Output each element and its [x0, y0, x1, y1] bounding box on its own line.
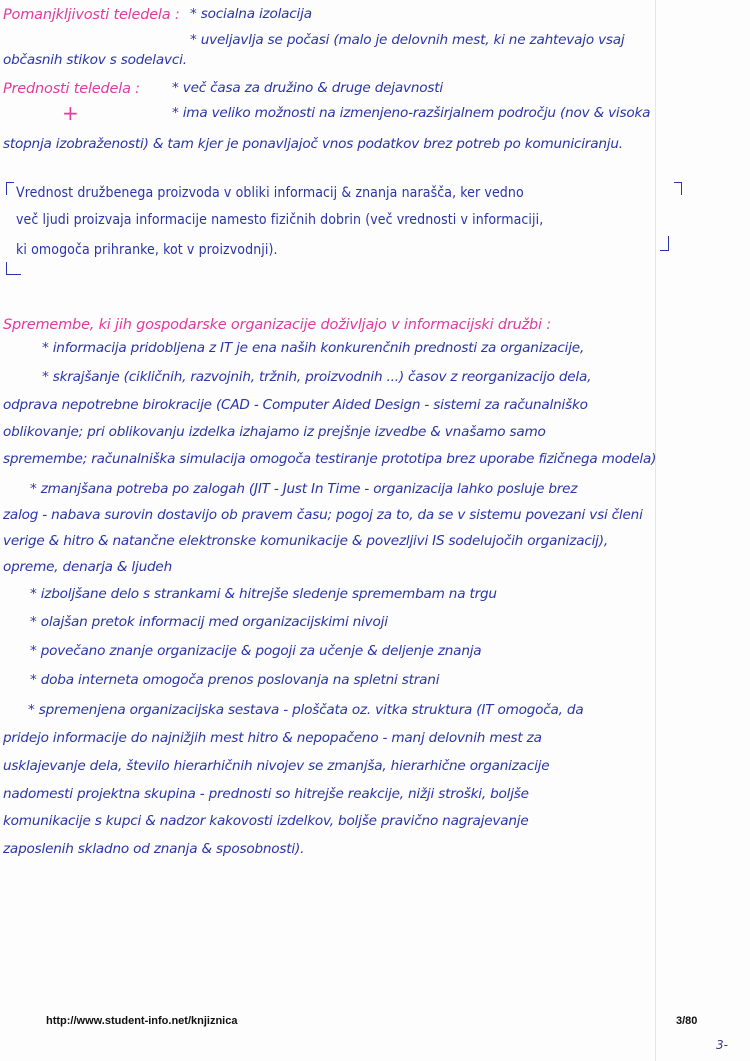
changes-line: * olajšan pretok informacij med organizacijskimi nivoji	[30, 614, 388, 630]
advantages-line-1: * več časa za družino & druge dejavnosti	[172, 80, 443, 96]
changes-line: verige & hitro & natančne elektronske komunikacije & povezljivi IS sodelujočih organizacij),	[3, 533, 608, 549]
changes-line: odprava nepotrebne birokracije (CAD - Computer Aided Design - sistemi za računalniško	[3, 397, 588, 413]
bracket-bottom-left	[6, 262, 21, 275]
disadvantages-line-3: občasnih stikov s sodelavci.	[3, 52, 187, 68]
changes-line: pridejo informacije do najnižjih mest hitro & nepopačeno - manj delovnih mest za	[3, 730, 542, 746]
changes-line: zalog - nabava surovin dostavijo ob pravem času; pogoj za to, da se v sistemu povezani vsi členi	[3, 507, 643, 523]
disadvantages-heading: Pomanjkljivosti teledela :	[3, 7, 180, 23]
box-line-3: ki omogoča prihranke, kot v proizvodnji).	[16, 242, 278, 258]
changes-line: * doba interneta omogoča prenos poslovanja na spletni strani	[30, 672, 440, 688]
changes-line: usklajevanje dela, število hierarhičnih nivojev se zmanjša, hierarhične organizacije	[3, 758, 550, 774]
footer-url: http://www.student-info.net/knjiznica	[46, 1015, 238, 1027]
changes-heading: Spremembe, ki jih gospodarske organizacije doživljajo v informacijski družbi :	[3, 317, 551, 333]
changes-line: * informacija pridobljena z IT je ena naših konkurenčnih prednosti za organizacije,	[42, 340, 585, 356]
changes-line: spremembe; računalniška simulacija omogoča testiranje prototipa brez uporabe fizičnega modela)	[3, 451, 657, 467]
bracket-bottom-right	[660, 236, 669, 251]
changes-line: * zmanjšana potreba po zalogah (JIT - Just In Time - organizacija lahko posluje brez	[30, 481, 578, 497]
changes-line: * povečano znanje organizacije & pogoji za učenje & deljenje znanja	[30, 643, 482, 659]
changes-line: oblikovanje; pri oblikovanju izdelka izhajamo iz prejšnje izvedbe & vnašamo samo	[3, 424, 546, 440]
disadvantages-line-2: * uveljavlja se počasi (malo je delovnih mest, ki ne zahtevajo vsaj	[190, 32, 625, 48]
changes-line: * skrajšanje (cikličnih, razvojnih, tržnih, proizvodnih ...) časov z reorganizacijo dela,	[42, 369, 592, 385]
changes-line: opreme, denarja & ljudeh	[3, 559, 172, 575]
advantages-line-3: stopnja izobraženosti) & tam kjer je ponavljajoč vnos podatkov brez potreb po komuniciranju.	[3, 136, 623, 152]
changes-line: nadomesti projektna skupina - prednosti so hitrejše reakcije, nižji stroški, boljše	[3, 786, 529, 802]
changes-line: * spremenjena organizacijska sestava - ploščata oz. vitka struktura (IT omogoča, da	[28, 702, 584, 718]
disadvantages-line-1: * socialna izolacija	[190, 6, 312, 22]
box-line-2: več ljudi proizvaja informacije namesto fizičnih dobrin (več vrednosti v informaciji,	[16, 212, 544, 228]
plus-mark: +	[62, 101, 79, 125]
advantages-heading: Prednosti teledela :	[3, 81, 140, 97]
bracket-top-left	[6, 182, 14, 195]
margin-line	[655, 0, 656, 1061]
bracket-top-right	[674, 182, 682, 195]
footer-page-number: 3/80	[676, 1015, 698, 1027]
changes-line: komunikacije s kupci & nadzor kakovosti izdelkov, boljše pravično nagrajevanje	[3, 813, 529, 829]
changes-line: * izboljšane delo s strankami & hitrejše sledenje spremembam na trgu	[30, 586, 497, 602]
changes-line: zaposlenih skladno od znanja & sposobnosti).	[3, 841, 305, 857]
advantages-line-2: * ima veliko možnosti na izmenjeno-razširjalnem področju (nov & visoka	[172, 105, 651, 121]
box-line-1: Vrednost družbenega proizvoda v obliki informacij & znanja narašča, ker vedno	[16, 185, 524, 201]
corner-page-mark: 3-	[716, 1038, 728, 1052]
